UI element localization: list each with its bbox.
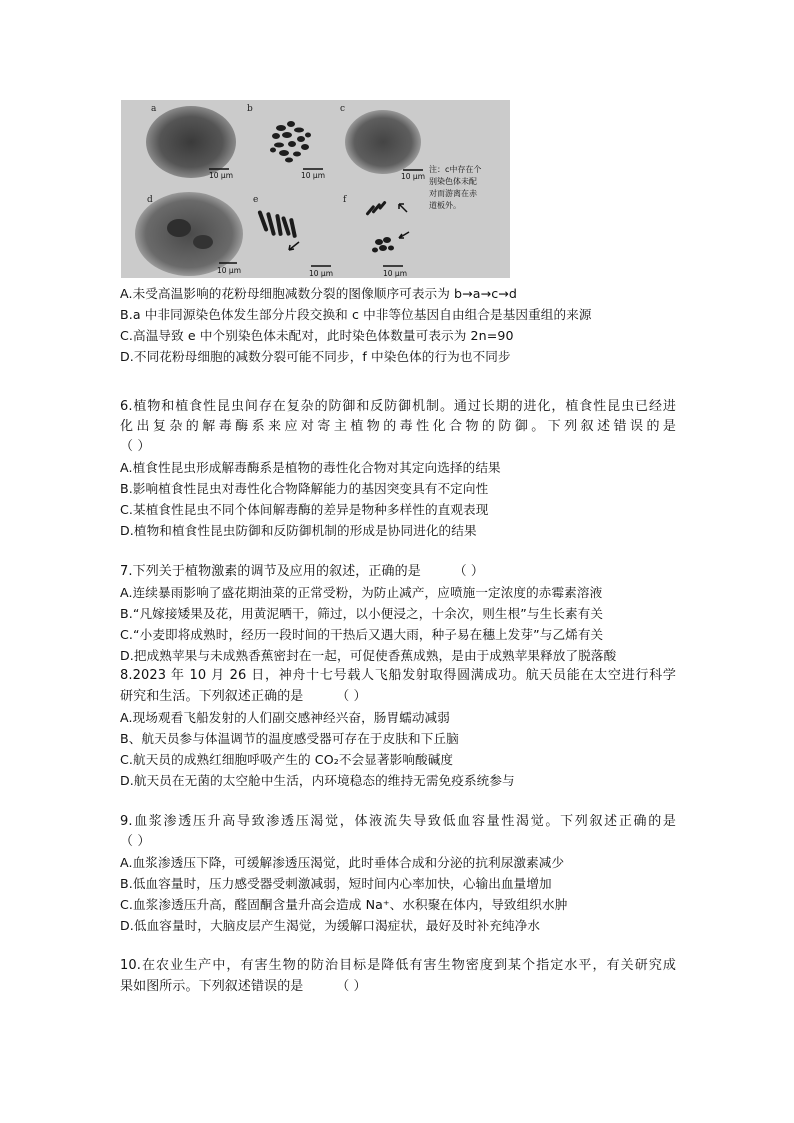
q6-option-b: B.影响植食性昆虫对毒性化合物降解能力的基因突变具有不定向性 [120,481,489,496]
q8-option-c: C.航天员的成熟红细胞呼吸产生的 CO₂不会显著影响酸碱度 [120,752,454,767]
q9-option-a: A.血浆渗透压下降，可缓解渗透压渴觉，此时垂体合成和分泌的抗利尿激素减少 [120,855,565,870]
scale-label-f: 10 μm [383,269,408,278]
q9-stem-line-1: 9.血浆渗透压升高导致渗透压渴觉，体液流失导致低血容量性渴觉。下列叙述正确的是 [120,814,676,829]
q8-option-a: A.现场观看飞船发射的人们副交感神经兴奋，肠胃蠕动减弱 [120,710,450,725]
q6-stem-line-1: 6.植物和植食性昆虫间存在复杂的防御和反防御机制。通过长期的进化，植食性昆虫已经进 [120,399,676,414]
q8-stem-line-2: 研究和生活。下列叙述正确的是 （ ） [120,689,367,704]
q10-stem-line-1: 10.在农业生产中，有害生物的防治目标是降低有害生物密度到某个指定水平，有关研究成 [120,958,676,973]
q10-stem-line-2: 果如图所示。下列叙述错误的是 （ ） [120,979,367,994]
q7-stem: 7.下列关于植物激素的调节及应用的叙述，正确的是 （ ） [120,564,485,579]
q7-option-a: A.连续暴雨影响了盛花期油菜的正常受粉，为防止减产，应喷施一定浓度的赤霉素溶液 [120,585,603,600]
q8-option-b: B、航天员参与体温调节的温度感受器可存在于皮肤和下丘脑 [120,731,459,746]
q6-option-d: D.植物和植食性昆虫防御和反防御机制的形成是协同进化的结果 [120,523,477,538]
q5-option-d: D.不同花粉母细胞的减数分裂可能不同步，f 中染色体的行为也不同步 [120,349,511,364]
scale-label-e: 10 μm [309,269,334,278]
q6-option-c: C.某植食性昆虫不同个体间解毒酶的差异是物种多样性的直观表现 [120,502,489,517]
q6-answer-bracket: （ ） [120,439,151,454]
q7-option-b: B.“凡嫁接矮果及花，用黄泥晒干，筛过，以小便浸之，十余次，则生根”与生长素有关 [120,606,604,621]
q8-option-d: D.航天员在无菌的太空舱中生活，内环境稳态的维持无需免疫系统参与 [120,773,515,788]
scale-label-c: 10 μm [401,172,426,181]
q9-option-c: C.血浆渗透压升高，醛固酮含量升高会造成 Na⁺、水积聚在体内，导致组织水肿 [120,897,568,912]
panel-label-f: f [343,195,347,205]
panel-label-b: b [247,104,253,114]
q9-answer-bracket: （ ） [120,834,151,849]
panel-label-c: c [340,104,346,114]
q6-option-a: A.植食性昆虫形成解毒酶系是植物的毒性化合物对其定向选择的结果 [120,460,501,475]
q5-option-b: B.a 中非同源染色体发生部分片段交换和 c 中非等位基因自由组合是基因重组的来源 [120,307,592,322]
scale-label-d: 10 μm [217,266,242,275]
figure-note-line-1: 注：c中存在个 [429,165,482,174]
cell-a [146,106,236,178]
q8-stem-line-1: 8.2023 年 10 月 26 日，神舟十七号载人飞船发射取得圆满成功。航天员能在太空进行科学 [120,668,676,683]
q7-option-d: D.把成熟苹果与未成熟香蕉密封在一起，可促使香蕉成熟，是由于成熟苹果释放了脱落酸 [120,648,617,663]
q5-option-a: A.未受高温影响的花粉母细胞减数分裂的图像顺序可表示为 b→a→c→d [120,286,518,301]
q7-option-c: C.“小麦即将成熟时，经历一段时间的干热后又遇大雨，种子易在穗上发芽”与乙烯有关 [120,627,604,642]
q5-option-c: C.高温导致 e 中个别染色体未配对，此时染色体数量可表示为 2n=90 [120,328,514,343]
q9-option-b: B.低血容量时，压力感受器受刺激减弱，短时间内心率加快，心输出血量增加 [120,876,552,891]
panel-label-a: a [151,104,157,114]
panel-label-d: d [147,195,153,205]
figure-note-line-3: 对而游离在赤 [429,189,477,198]
scale-label-a: 10 μm [209,171,234,180]
q9-option-d: D.低血容量时，大脑皮层产生渴觉，为缓解口渴症状，最好及时补充纯净水 [120,918,541,933]
panel-d [135,192,243,276]
panel-label-e: e [253,195,259,205]
micrograph-figure [121,100,510,278]
figure-note-line-4: 道板外。 [429,201,461,210]
cell-c [345,110,421,174]
figure-note-line-2: 别染色体未配 [429,177,477,186]
scale-label-b: 10 μm [301,171,326,180]
q6-stem-line-2: 化出复杂的解毒酶系来应对寄主植物的毒性化合物的防御。下列叙述错误的是 [120,419,676,434]
